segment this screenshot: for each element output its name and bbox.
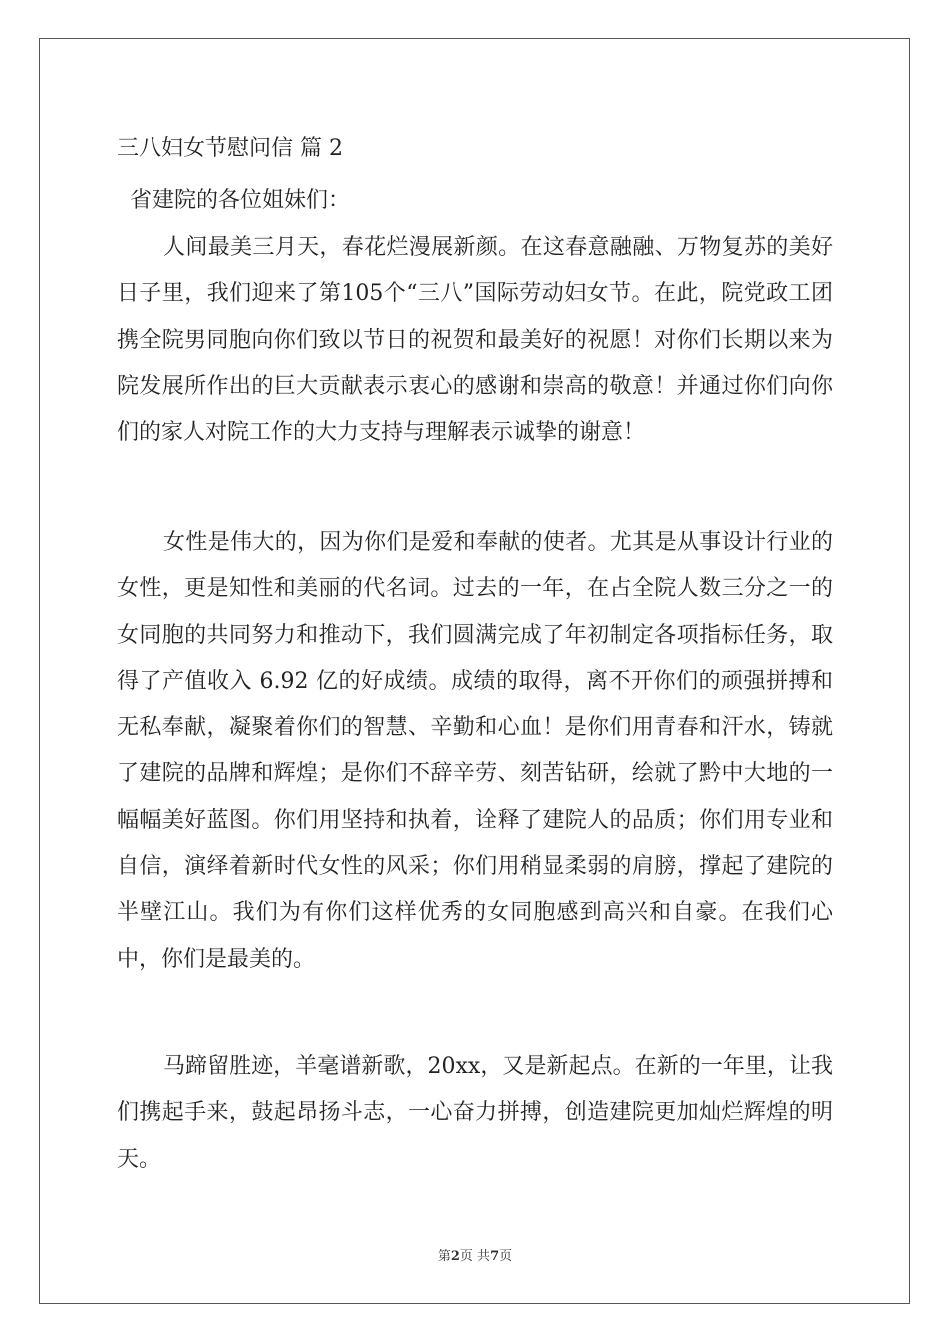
footer-current-page: 2 xyxy=(450,1249,460,1264)
greeting: 省建院的各位姐妹们： xyxy=(130,188,351,213)
page-footer xyxy=(0,1248,950,1266)
paragraph-1: 人间最美三月天，春花烂漫展新颜。在这春意融融、万物复苏的美好日子里，我们迎来了第105个“三八”国际劳动妇女节。在此，院党政工团携全院男同胞向你们致以节日的祝贺和最美好的祝愿！对你们长期以来为院发展所作出的巨大贡献表示衷心的感谢和崇高的敬意！并通过你们向你们的家人对院工作的大力支持与理解表示诚挚的谢意！ xyxy=(117,235,833,446)
footer-suffix: 页 xyxy=(499,1249,513,1264)
document-title: 三八妇女节慰问信 篇 2 xyxy=(117,136,343,161)
paragraph-2: 女性是伟大的，因为你们是爱和奉献的使者。尤其是从事设计行业的女性，更是知性和美丽的代名词。过去的一年，在占全院人数三分之一的女同胞的共同努力和推动下，我们圆满完成了年初制定各项指标任务，取得了产值收入 6.92 亿的好成绩。成绩的取得，离不开你们的顽强拼搏和无私奉献，凝聚着你们的智慧、辛勤和心血！是你们用青春和汗水，铸就了建院的品牌和辉煌；是你们不辞辛劳、刻苦钻研，绘就了黔中大地的一幅幅美好蓝图。你们用坚持和执着，诠释了建院人的品质；你们用专业和自信，演绎着新时代女性的风采；你们用稍显柔弱的肩膀，撑起了建院的半壁江山。我们为有你们这样优秀的女同胞感到高兴和自豪。在我们心中，你们是最美的。 xyxy=(117,530,833,972)
footer-prefix: 第 xyxy=(437,1249,451,1264)
footer-middle: 页 共 xyxy=(459,1249,491,1264)
paragraph-3: 马蹄留胜迹，羊毫谱新歌，20xx，又是新起点。在新的一年里，让我们携起手来，鼓起昂扬斗志，一心奋力拼搏，创造建院更加灿烂辉煌的明天。 xyxy=(117,1054,833,1172)
footer-total-pages: 7 xyxy=(490,1249,500,1264)
